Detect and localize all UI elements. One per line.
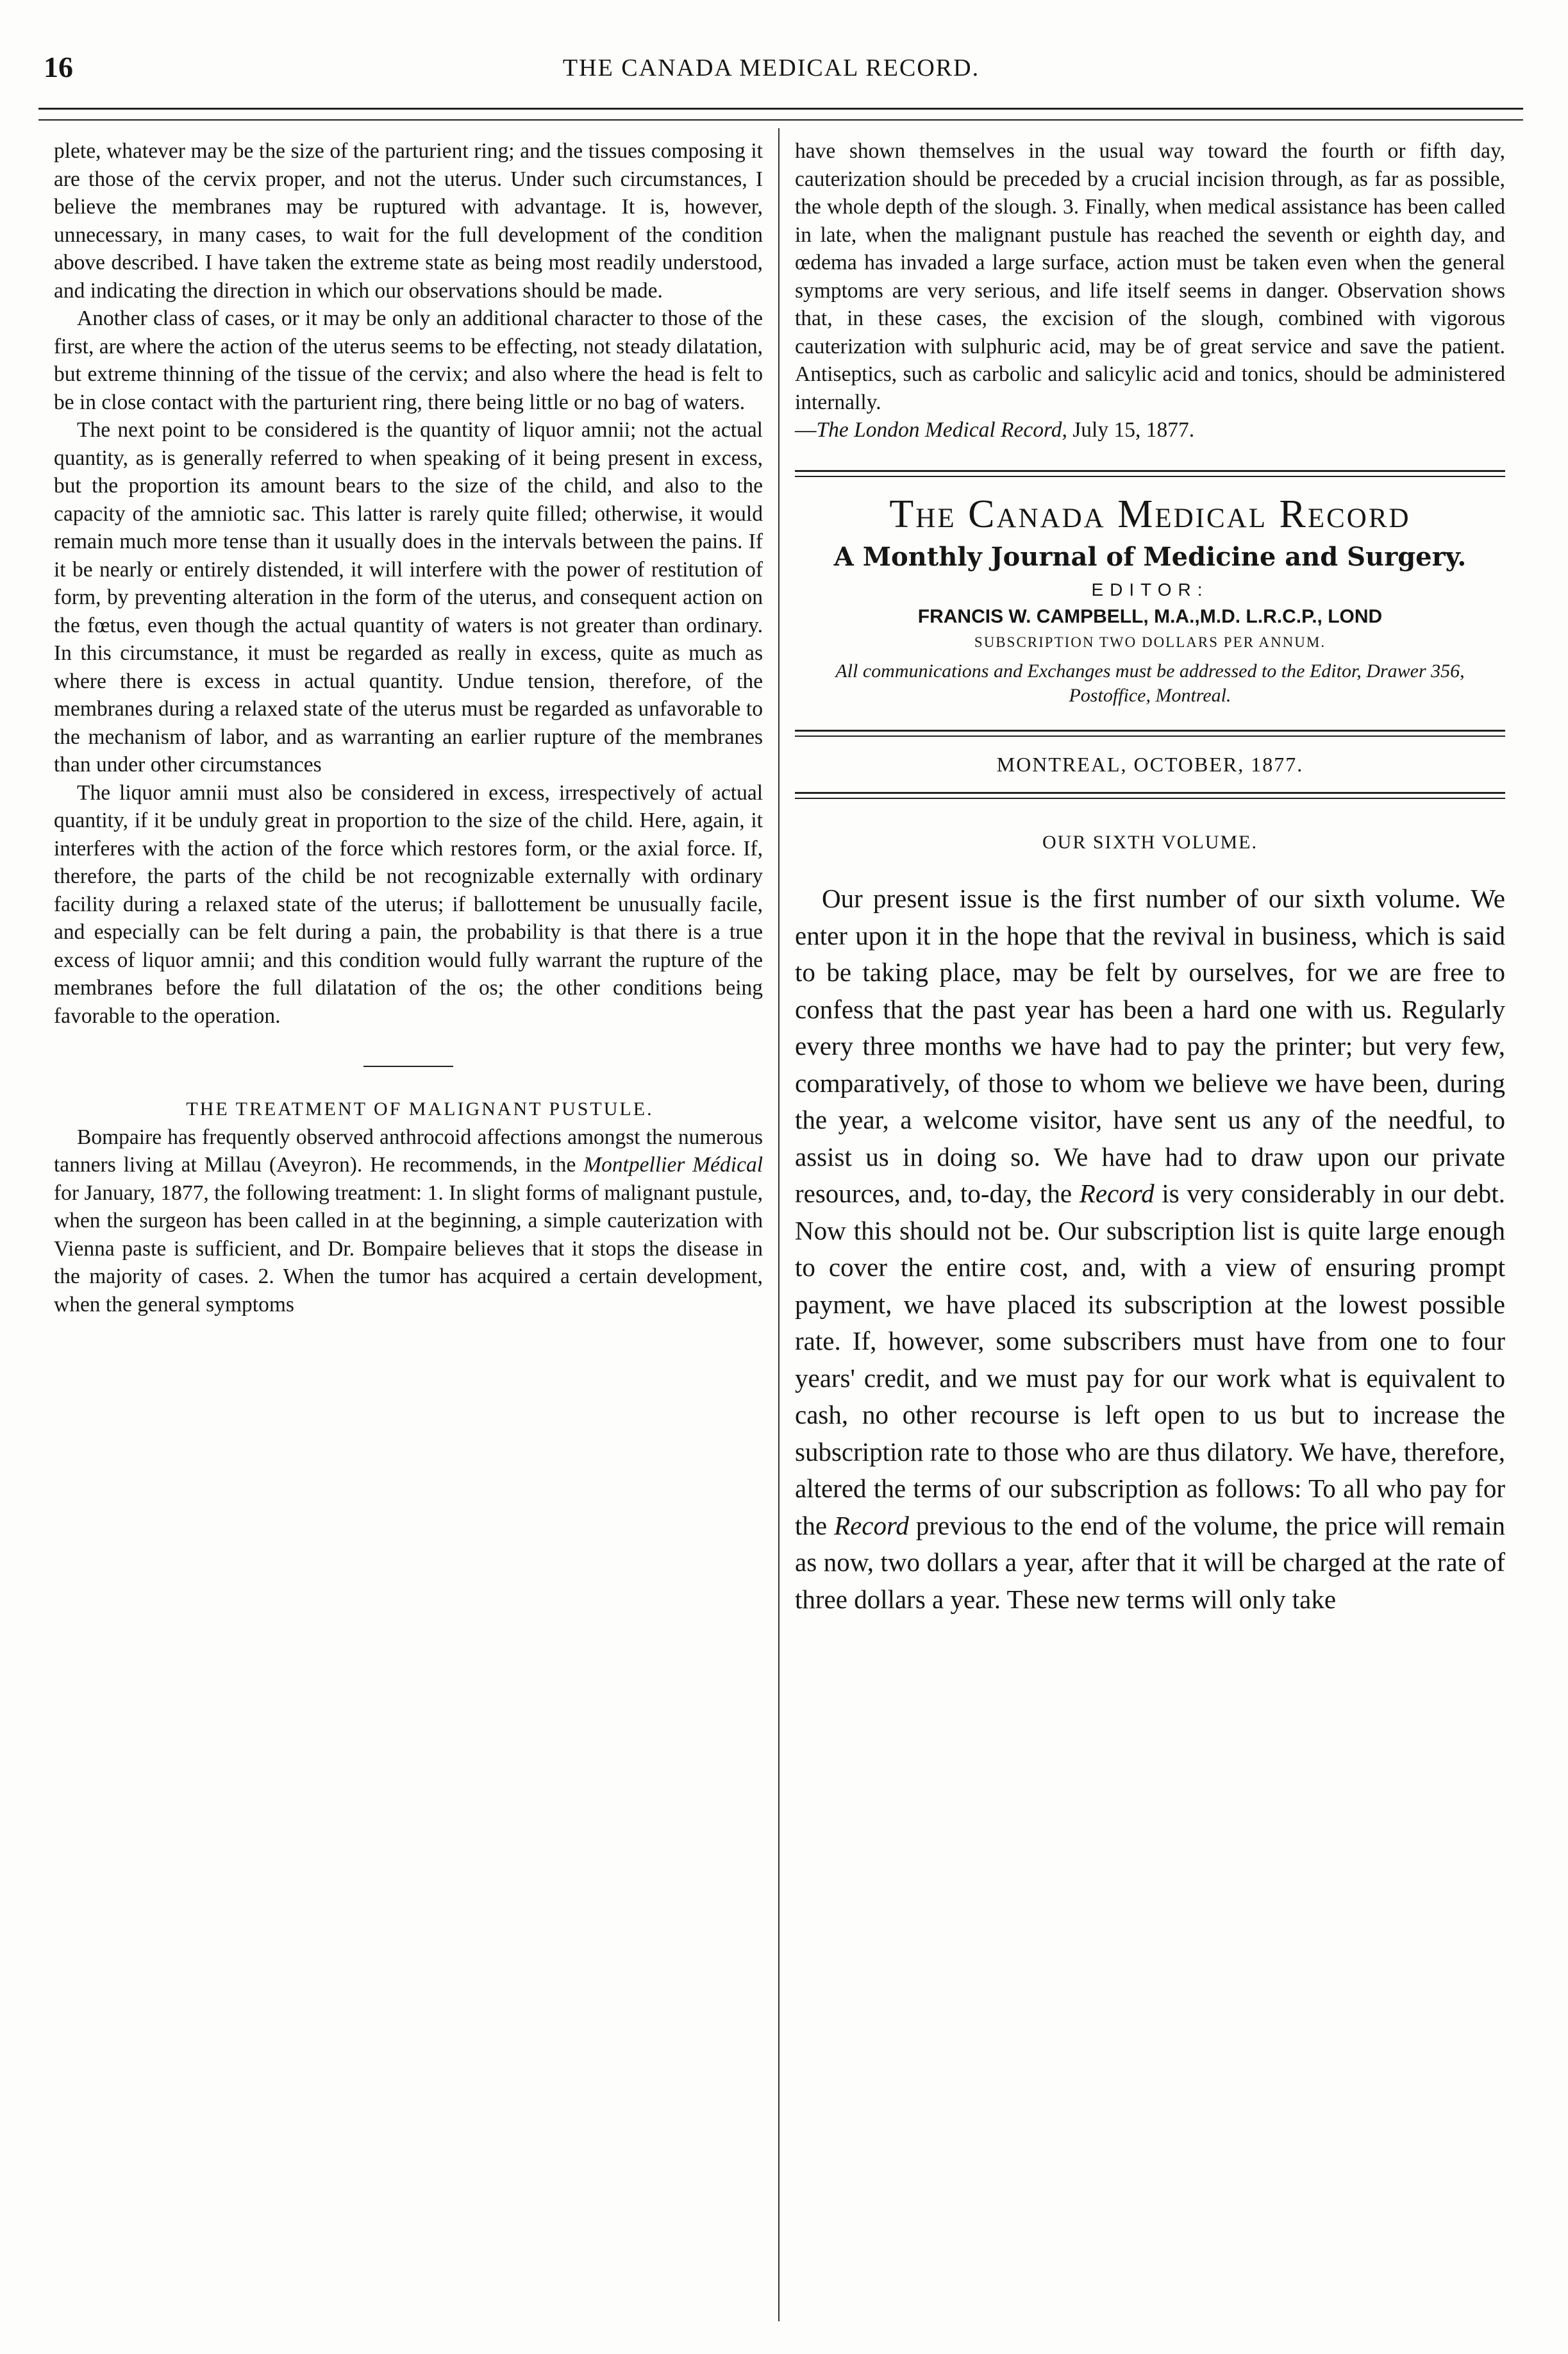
- masthead-subtitle: A Monthly Journal of Medicine and Surgery.: [833, 541, 1467, 572]
- record-italic: Record: [834, 1510, 909, 1540]
- text-run: is very considerably in our debt. Now this should not be. Our subscription list is quite large enough to cover the entire cost, and, with a view of ensuring prompt payment, we have placed its subscription at the lowest possible rate. If, however, some subscribers must have from one to four years' credit, and we must pay for our work what is equivalent to cash, no other recourse is left open to us but to increase the subscription rate to those who are thus dilatory. We have, therefore, altered the terms of our subscription as follows: To all who pay for the: [795, 1179, 1505, 1540]
- journal-name: Montpellier Médical: [583, 1153, 763, 1177]
- column-divider: [778, 128, 780, 2321]
- paragraph: Another class of cases, or it may be only an additional character to those of the first, are where the action of the uterus seems to be effecting, not steady dilatation, but extreme thinning of the tissue of the cervix; and also where the head is felt to be in close contact with the parturient ring, there being little or no bag of waters.: [54, 307, 763, 414]
- dateline-block: [795, 730, 1505, 799]
- dateline-rule-bottom-thin: [795, 798, 1505, 799]
- source-journal: The London Medical Record,: [816, 418, 1067, 442]
- dateline: MONTREAL, OCTOBER, 1877.: [996, 752, 1304, 776]
- editor-label: EDITOR:: [1091, 579, 1209, 600]
- text-run: for January, 1877, the following treatment: 1. In slight forms of malignant pustule, when the surgeon has been called in at the beginning, a simple cauterization with Vienna paste is sufficient, and Dr. Bompaire believes that it stops the disease in the majority of cases. 2. When the tumor has acquired a certain development, when the general symptoms: [54, 1181, 763, 1316]
- section-separator: [363, 1066, 453, 1067]
- paragraph: The next point to be considered is the quantity of liquor amnii; not the actual quantity, as is generally referred to when speaking of it being present in excess, but the proportion its amount bears to the size of the child, and also to the capacity of the amniotic sac. This latter is rarely quite filled; otherwise, it would remain much more tense than it usually does in the intervals between the pains. If it be nearly or entirely distended, it will interfere with the power of restitution of form, by preventing alteration in the form of the uterus, and consequent action on the fœtus, even though the actual quantity of waters is not greater than ordinary. In this circumstance, it must be regarded as really in excess, quite as much as where there is excess in actual quantity. Undue tension, therefore, of the membranes during a relaxed state of the uterus must be regarded as unfavorable to the mechanism of labor, and as warranting an earlier rupture of the membranes than under other circumstances: [54, 418, 763, 777]
- page-number: 16: [44, 51, 73, 83]
- text-run: Bompaire has frequently observed anthrocoid affections amongst the numerous tanners living at Millau (Aveyron). He recommends, in the: [54, 1125, 763, 1177]
- page-header: [38, 50, 1504, 88]
- header-rule-thin: [38, 119, 1523, 121]
- left-column: [54, 137, 763, 1318]
- right-column: [795, 137, 1505, 1618]
- running-title: THE CANADA MEDICAL RECORD.: [562, 55, 980, 81]
- dateline-rule-bottom-thick: [795, 792, 1505, 794]
- editorial-title: OUR SIXTH VOLUME.: [1042, 831, 1258, 853]
- editor-name: FRANCIS W. CAMPBELL, M.A.,M.D. L.R.C.P., LOND: [917, 605, 1383, 627]
- text-run: Our present issue is the first number of our sixth volume. We enter upon it in the hope that the revival in business, which is said to be taking place, may be felt by ourselves, for we are free to confess that the past year has been a hard one with us. Regularly every three months we have had to pay the printer; but very few, comparatively, of those to whom we believe we have been, during the year, a welcome visitor, have sent us any of the needful, to assist us in doing so. We have had to draw upon our private resources, and, to-day, the: [795, 884, 1505, 1208]
- section-title: THE TREATMENT OF MALIGNANT PUSTULE.: [186, 1098, 654, 1120]
- masthead: [795, 470, 1505, 708]
- text-run: previous to the end of the volume, the price will remain as now, two dollars a year, after that it will be charged at the rate of three dollars a year. These new terms will only take: [795, 1510, 1505, 1614]
- header-rule-thick: [38, 108, 1523, 110]
- article-source: [795, 416, 1505, 444]
- record-italic: Record: [1079, 1179, 1155, 1208]
- source-dash: —: [795, 418, 817, 442]
- masthead-title: The Canada Medical Record: [889, 492, 1411, 536]
- address-notice: All communications and Exchanges must be addressed to the Editor, Drawer 356, Postoffice, Montreal.: [835, 660, 1465, 706]
- subscription-line: SUBSCRIPTION TWO DOLLARS PER ANNUM.: [974, 634, 1326, 650]
- masthead-rule-thick: [795, 470, 1505, 472]
- editorial-body: [795, 880, 1505, 1618]
- editorial-paragraph: [795, 880, 1505, 1618]
- paragraph: have shown themselves in the usual way toward the fourth or fifth day, cauterization should be preceded by a crucial incision through, as far as possible, the whole depth of the slough. 3. Finally, when medical assistance has been called in late, when the malignant pustule has reached the seventh or eighth day, and œdema has invaded a large surface, action must be taken even when the general symptoms are very serious, and life itself seems in danger. Observation shows that, in these cases, the excision of the slough, combined with vigorous cauterization with sulphuric acid, may be of great service and save the patient. Antiseptics, such as carbolic and salicylic acid and tonics, should be administered internally.: [795, 139, 1505, 414]
- source-date: July 15, 1877.: [1067, 418, 1195, 442]
- dateline-rule-top-thin: [795, 736, 1505, 737]
- paragraph: The liquor amnii must also be considered in excess, irrespectively of actual quantity, if it be unduly great in proportion to the size of the child. Here, again, it interferes with the action of the force which restores form, or the axial force. If, therefore, the parts of the child be not recognizable externally with ordinary facility during a relaxed state of the uterus; if ballottement be unusually facile, and especially can be felt during a pain, the probability is that there is a true excess of liquor amnii; and this condition would fully warrant the rupture of the membranes before the full dilatation of the os; the other conditions being favorable to the operation.: [54, 780, 763, 1028]
- masthead-rule-thin: [795, 476, 1505, 477]
- dateline-rule-top-thick: [795, 730, 1505, 732]
- paragraph: plete, whatever may be the size of the parturient ring; and the tissues composing it are those of the cervix proper, and not the uterus. Under such circumstances, I believe the membranes may be ruptured with advantage. It is, however, unnecessary, in many cases, to wait for the full development of the condition above described. I have taken the extreme state as being most readily understood, and indicating the direction in which our observations should be made.: [54, 139, 763, 303]
- paragraph: [54, 1123, 763, 1319]
